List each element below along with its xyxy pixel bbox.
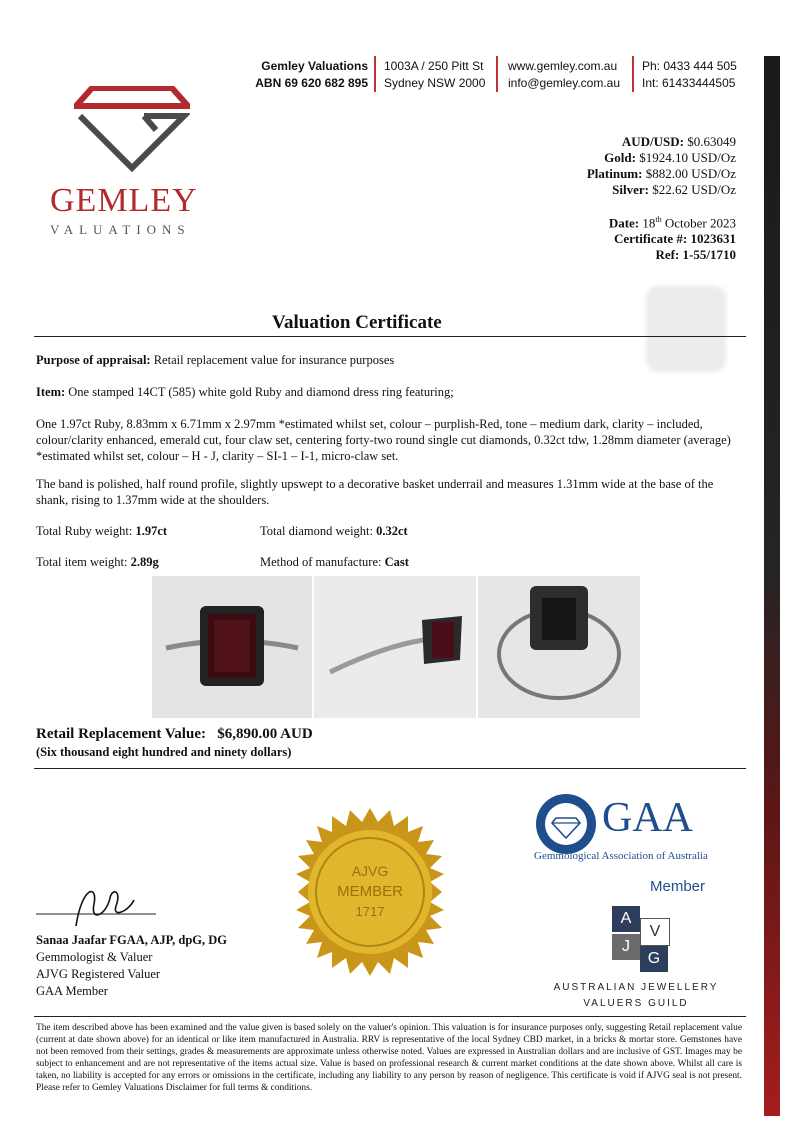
valuer-role-1: Gemmologist & Valuer (36, 950, 153, 964)
ruby-weight (36, 523, 256, 539)
address-line-1: 1003A / 250 Pitt St (384, 59, 484, 73)
manufacture-method (260, 554, 560, 570)
header-web (508, 58, 620, 92)
value-in-words: (Six thousand eight hundred and ninety dollars) (36, 745, 292, 759)
certificate-number-label: Certificate #: (613, 231, 688, 247)
title-divider (34, 336, 746, 337)
seal-text-number: 1717 (355, 904, 385, 919)
purpose-label: Purpose of appraisal: (36, 353, 151, 367)
ref-number: 1-55/1710 (682, 247, 736, 263)
side-accent-bar (764, 56, 780, 1116)
ruby-weight-value: 1.97ct (135, 524, 168, 538)
description-paragraph: One 1.97ct Ruby, 8.83mm x 6.71mm x 2.97mm *estimated whilst set, colour – purplish-Red, tone – medium dark, clarity – included, colour/clarity enhanced, emerald cut, four claw set, centering forty-two round single cut diamonds, 0.32ct tdw, 1.28mm diameter (average) *estimated whilst set, colour – H - J, clarity – SI-1 – I-1, micro-claw set. (36, 417, 731, 463)
replacement-value (36, 726, 313, 743)
email-link[interactable]: info@gemley.com.au (508, 76, 621, 90)
ruby-weight-label: Total Ruby weight: (36, 524, 133, 538)
ajvg-seal-icon (284, 806, 456, 978)
disclaimer-text: The item described above has been examined and the value given is based solely on the valuer's opinion. This valuation is for insurance purposes only, suggesting Retail replacement value (current at date shown above) for an identical or like item manufactured in Australia. RRV is representative of the local Sydney CBD market, in a bricks & mortar store. Gemstones have not been removed from their settings, grades & measurements are approximate unless otherwise noted. Values are expressed in Australian dollars and are inclusive of GST. Images may be subject to enhancement and are not representative of the items actual size. Value is based on professional research & current market conditions at the date shown above. Whilst all care is taken, no liability is accepted for any errors or omissions in the certificate, including any liability to any person by reason of negligence. This certificate is void if AJVG seal is not present. Please refer to Gemley Valuations Disclaimer for full terms & conditions. (36, 1023, 742, 1093)
ajvg-tile-g: G (640, 946, 668, 972)
header-divider (632, 56, 634, 92)
seal-text-ajvg: AJVG (351, 863, 389, 879)
item-text: One stamped 14CT (585) white gold Ruby and diamond dress ring featuring; (68, 385, 454, 399)
metal-rates (587, 134, 736, 198)
purpose-text: Retail replacement value for insurance purposes (153, 353, 395, 367)
ajvg-line-1: AUSTRALIAN JEWELLERY (553, 982, 719, 993)
method-label: Method of manufacture: (260, 555, 382, 569)
gold-value: $1924.10 USD/Oz (639, 150, 736, 165)
valuer-role-2: AJVG Registered Valuer (36, 967, 161, 981)
ring-photo-back (478, 576, 641, 718)
header-address (384, 58, 485, 92)
diamond-weight-label: Total diamond weight: (260, 524, 373, 538)
company-abn: ABN 69 620 682 895 (255, 76, 368, 90)
diamond-weight (260, 523, 560, 539)
valuer-name: Sanaa Jaafar FGAA, AJP, dpG, DG (36, 933, 228, 947)
page-title: Valuation Certificate (272, 312, 442, 333)
logo-wordmark: GEMLEY (50, 182, 198, 219)
item-line (36, 384, 742, 400)
platinum-value: $882.00 USD/Oz (645, 166, 736, 181)
gold-label: Gold: (604, 150, 636, 165)
intl-phone-number: Int: 61433444505 (642, 76, 736, 90)
ring-photo-front (152, 576, 313, 718)
gaa-wordmark: GAA (602, 795, 693, 841)
ring-photo-side (314, 576, 477, 718)
valuer-role-3: GAA Member (36, 984, 108, 998)
method-value: Cast (384, 555, 409, 569)
header-phone (642, 58, 737, 92)
address-line-2: Sydney NSW 2000 (384, 76, 486, 90)
date-label: Date: (608, 215, 640, 231)
platinum-label: Platinum: (586, 166, 643, 181)
band-paragraph: The band is polished, half round profile, slightly upswept to a decorative basket underrail and measures 1.31mm wide at the base of the shank, rising to 1.37mm wide at the shoulders. (36, 477, 714, 507)
value-amount: $6,890.00 AUD (217, 726, 313, 742)
aud-usd-label: AUD/USD: (621, 134, 684, 149)
logo-subtitle: VALUATIONS (50, 222, 191, 237)
header-divider (374, 56, 376, 92)
item-weight-label: Total item weight: (36, 555, 128, 569)
ajvg-caption (550, 980, 722, 1012)
ajvg-line-2: VALUERS GUILD (583, 998, 689, 1009)
gaa-fullname: Gemmological Association of Australia (534, 850, 708, 862)
date-day: 18 (642, 215, 656, 231)
ref-label: Ref: (655, 247, 680, 263)
certificate-number: 1023631 (690, 231, 736, 247)
phone-number: Ph: 0433 444 505 (642, 59, 737, 73)
valuer-block (36, 932, 227, 1000)
aud-usd-value: $0.63049 (687, 134, 736, 149)
disclaimer-divider (34, 1016, 746, 1017)
value-divider (34, 768, 746, 769)
website-link[interactable]: www.gemley.com.au (508, 59, 618, 73)
date-suffix: th (655, 215, 662, 224)
value-label: Retail Replacement Value: (36, 726, 206, 742)
seal-text-member: MEMBER (337, 883, 403, 900)
item-weight (36, 554, 256, 570)
gaa-member: Member (650, 878, 706, 895)
gemley-logo-icon (74, 86, 190, 172)
date-month-year: October 2023 (664, 215, 736, 231)
header-divider (496, 56, 498, 92)
gaa-emblem-icon (534, 792, 598, 856)
item-label: Item: (36, 385, 66, 399)
ajvg-tile-v: V (640, 918, 670, 946)
ajvg-tile-a: A (612, 906, 640, 932)
purpose-line (36, 352, 742, 368)
silver-value: $22.62 USD/Oz (652, 182, 736, 197)
valuer-signature (36, 876, 166, 936)
item-weight-value: 2.89g (130, 555, 159, 569)
header-company (250, 58, 368, 92)
company-name: Gemley Valuations (261, 59, 368, 73)
certificate-meta (609, 212, 736, 263)
diamond-weight-value: 0.32ct (376, 524, 408, 538)
silver-label: Silver: (612, 182, 649, 197)
ajvg-tile-j: J (612, 934, 640, 960)
